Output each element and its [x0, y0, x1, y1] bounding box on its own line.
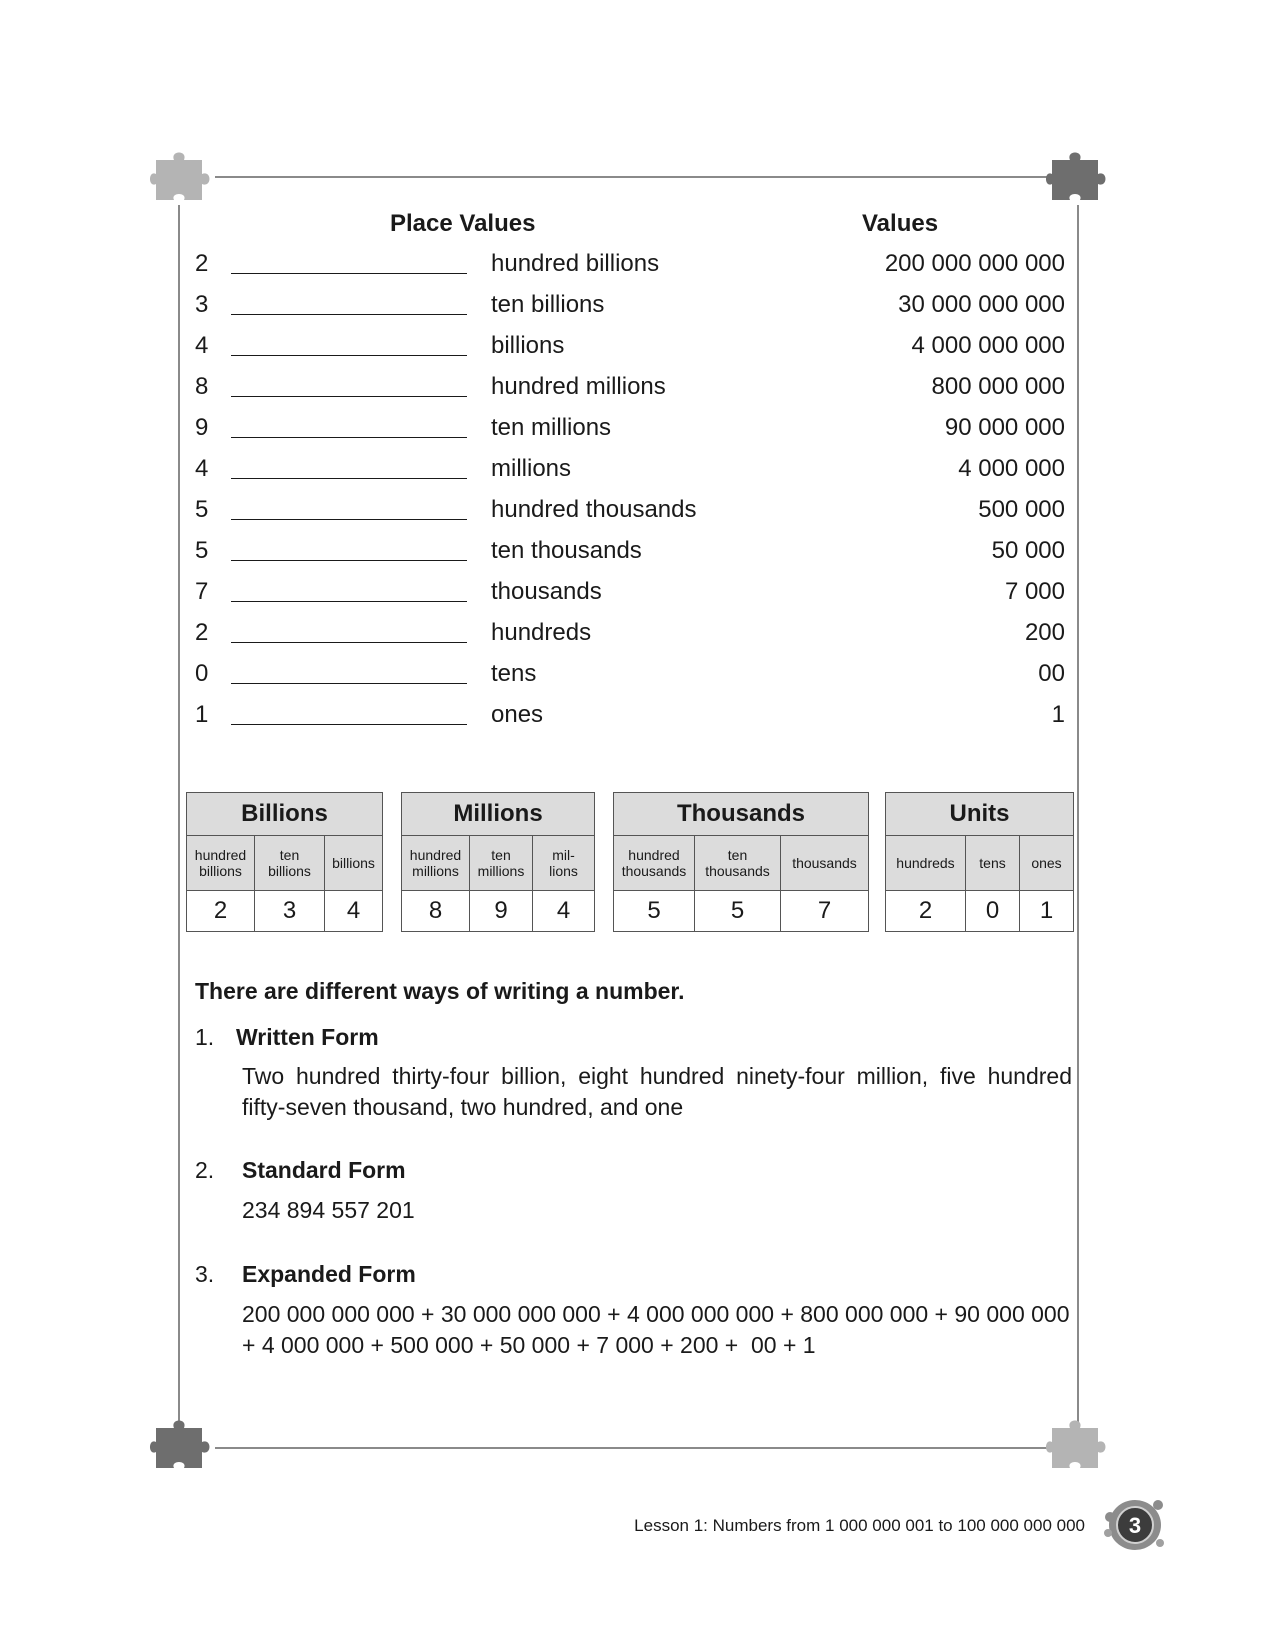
digit-cell: 3	[255, 891, 325, 931]
column-header: hundred thousands	[614, 836, 695, 890]
column-header: ten thousands	[695, 836, 781, 890]
row-value: 30 000 000 000	[898, 291, 1065, 318]
answer-blank[interactable]	[231, 437, 467, 438]
item-number: 2.	[195, 1157, 215, 1183]
period-title: Units	[886, 793, 1073, 836]
column-header: hundred millions	[402, 836, 470, 890]
row-place: tens	[491, 660, 537, 687]
place-value-row	[195, 654, 1065, 694]
standard-form-title: Standard Form	[242, 1157, 406, 1183]
row-digit: 3	[195, 291, 209, 318]
row-value: 4 000 000	[958, 455, 1065, 482]
column-header: hundreds	[886, 836, 966, 890]
place-value-row	[195, 326, 1065, 366]
column-header: hundred billions	[187, 836, 255, 890]
row-place: ones	[491, 701, 544, 728]
row-digit: 5	[195, 537, 209, 564]
answer-blank[interactable]	[231, 355, 467, 356]
expanded-form-line-1: 200 000 000 000 + 30 000 000 000 + 4 000 000 000 + 800 000 000 + 90 000 000	[242, 1301, 1070, 1327]
row-place: thousands	[491, 578, 602, 605]
lesson-footer: Lesson 1: Numbers from 1 000 000 001 to 100 000 000 000	[634, 1516, 1085, 1535]
answer-blank[interactable]	[231, 396, 467, 397]
row-digit: 7	[195, 578, 209, 605]
place-value-row	[195, 490, 1065, 530]
puzzle-piece-icon	[1042, 1418, 1112, 1478]
row-value: 1	[1051, 701, 1065, 728]
row-value: 90 000 000	[944, 414, 1065, 441]
digit-cell: 1	[1039, 897, 1054, 924]
frame-right	[1077, 205, 1079, 1427]
item-number: 1.	[195, 1024, 215, 1050]
written-form-text: Two hundred thirty-four billion, eight hundred ninety-four million, five hundred fifty-seven thousand, two hundred, and one	[242, 1063, 1072, 1120]
values-header: Values	[862, 210, 939, 237]
place-value-row	[195, 572, 1065, 612]
row-digit: 8	[195, 373, 209, 400]
expanded-form-line-2: + 4 000 000 + 500 000 + 50 000 + 7 000 + 200 + 00 + 1	[242, 1332, 816, 1358]
row-value: 00	[1038, 660, 1065, 687]
period-title: Billions	[187, 793, 382, 836]
row-digit: 1	[195, 701, 209, 728]
digit-cell: 4	[556, 897, 571, 924]
digit-cell: 4	[346, 897, 361, 924]
place-value-row	[195, 285, 1065, 325]
row-digit: 2	[195, 619, 209, 646]
column-header: ten billions	[255, 836, 325, 890]
place-value-row	[195, 613, 1065, 653]
answer-blank[interactable]	[231, 314, 467, 315]
row-place: ten thousands	[491, 537, 642, 564]
place-value-row	[195, 449, 1065, 489]
column-header: mil- lions	[549, 847, 578, 879]
row-digit: 9	[195, 414, 209, 441]
row-place: hundred billions	[491, 250, 660, 277]
answer-blank[interactable]	[231, 683, 467, 684]
expanded-form-title: Expanded Form	[242, 1261, 416, 1287]
row-digit: 0	[195, 660, 209, 687]
period-title: Millions	[402, 793, 594, 836]
answer-blank[interactable]	[231, 519, 467, 520]
row-digit: 2	[195, 250, 209, 277]
place-value-row	[195, 244, 1065, 284]
digit-cell: 9	[470, 891, 533, 931]
digit-cell: 5	[614, 891, 695, 931]
column-header: billions	[332, 855, 375, 871]
row-value: 200 000 000 000	[884, 250, 1065, 277]
puzzle-piece-icon	[148, 1418, 218, 1478]
row-value: 200	[1024, 619, 1065, 646]
period-group-billions	[186, 792, 383, 932]
frame-top	[215, 176, 1055, 178]
answer-blank[interactable]	[231, 478, 467, 479]
row-place: hundred millions	[491, 373, 666, 400]
answer-blank[interactable]	[231, 560, 467, 561]
page-number: 3	[1128, 1513, 1142, 1538]
row-digit: 5	[195, 496, 209, 523]
place-value-row	[195, 408, 1065, 448]
period-group-thousands	[613, 792, 869, 932]
column-header: tens	[966, 836, 1020, 890]
column-header: ones	[1031, 855, 1062, 871]
answer-blank[interactable]	[231, 724, 467, 725]
answer-blank[interactable]	[231, 642, 467, 643]
digit-cell: 2	[886, 891, 966, 931]
answer-blank[interactable]	[231, 601, 467, 602]
digit-cell: 7	[817, 897, 832, 924]
digit-cell: 0	[966, 891, 1020, 931]
row-value: 4 000 000 000	[911, 332, 1065, 359]
period-title: Thousands	[614, 793, 868, 836]
period-group-units	[885, 792, 1074, 932]
place-value-row	[195, 695, 1065, 735]
row-place: hundred thousands	[491, 496, 697, 523]
frame-left	[178, 205, 180, 1427]
written-form-title: Written Form	[236, 1024, 379, 1050]
row-place: hundreds	[491, 619, 592, 646]
digit-cell: 2	[187, 891, 255, 931]
digit-cell: 5	[695, 891, 781, 931]
row-place: millions	[491, 455, 572, 482]
standard-form-text: 234 894 557 201	[242, 1197, 415, 1223]
row-place: ten billions	[491, 291, 605, 318]
row-place: billions	[491, 332, 565, 359]
place-value-row	[195, 531, 1065, 571]
period-group-millions	[401, 792, 595, 932]
puzzle-piece-icon	[148, 148, 218, 208]
place-value-row	[195, 367, 1065, 407]
row-value: 500 000	[978, 496, 1065, 523]
column-header: ten millions	[470, 836, 533, 890]
row-value: 800 000 000	[931, 373, 1065, 400]
row-value: 7 000	[1004, 578, 1065, 605]
digit-cell: 8	[402, 891, 470, 931]
puzzle-piece-icon	[1042, 148, 1112, 208]
row-digit: 4	[195, 332, 209, 359]
frame-bottom	[215, 1447, 1055, 1449]
section-intro: There are different ways of writing a number.	[195, 978, 685, 1004]
place-values-header: Place Values	[390, 210, 536, 237]
row-value: 50 000	[991, 537, 1065, 564]
item-number: 3.	[195, 1261, 215, 1287]
row-digit: 4	[195, 455, 209, 482]
answer-blank[interactable]	[231, 273, 467, 274]
column-header: thousands	[792, 855, 857, 871]
row-place: ten millions	[491, 414, 612, 441]
